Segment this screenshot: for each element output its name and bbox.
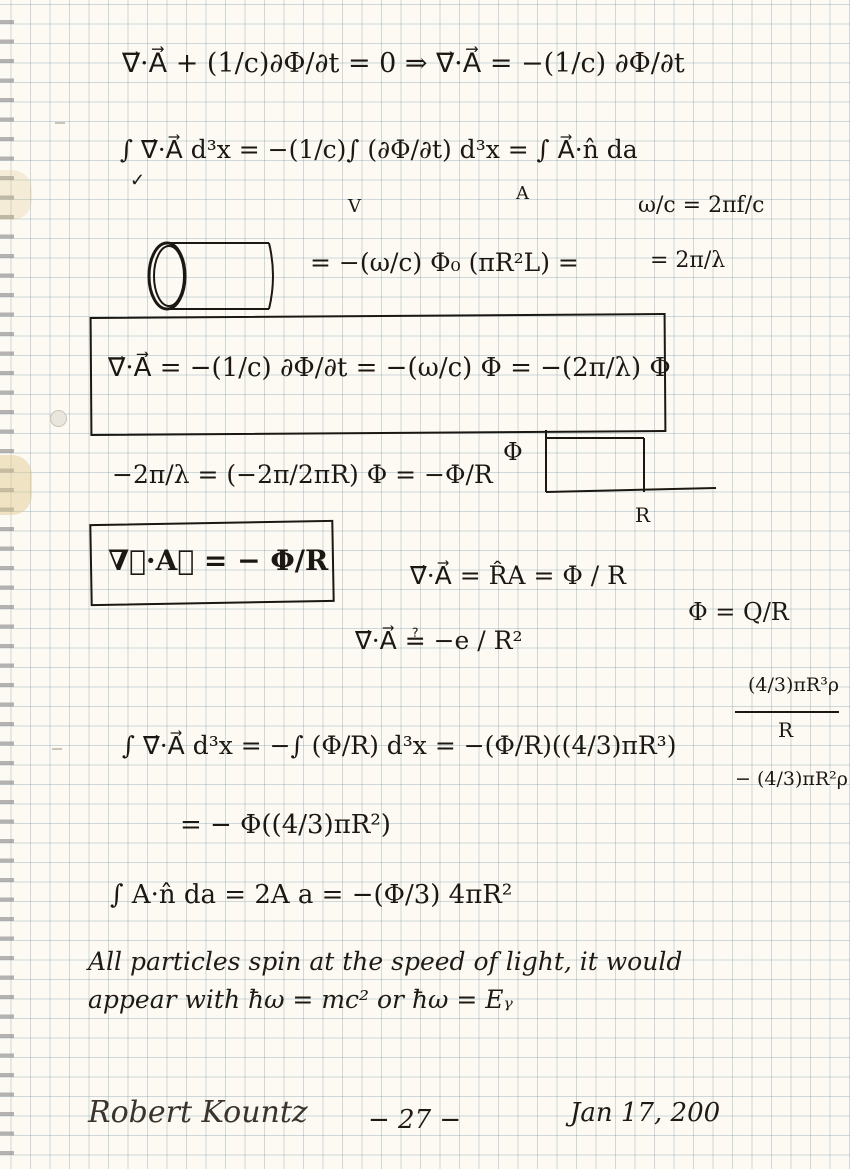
note-text-line-1: All particles spin at the speed of light, it would	[88, 947, 683, 976]
check-mark: ✓	[130, 170, 146, 191]
boxed-equation-2: ∇⃗·A⃗ = − Φ/R	[108, 544, 329, 577]
paper-stain	[0, 170, 32, 220]
page-number: − 27 −	[368, 1105, 462, 1135]
side-note-charge-density-denominator: R	[778, 718, 794, 742]
fraction-bar	[735, 710, 840, 714]
side-note-phi-equals-q-over-r: Φ = Q/R	[688, 598, 789, 626]
equation-lorenz-gauge: ∇⃗·A⃗ + (1/c)∂Φ/∂t = 0 ⇒ ∇⃗·A⃗ = −(1/c) ∂Φ/∂t	[122, 48, 685, 79]
graph-axis-label-r: R	[635, 503, 651, 527]
equation-volume-integral-result: = − Φ((4/3)πR²)	[180, 810, 391, 840]
integral-subscript-v: V	[348, 196, 361, 217]
boxed-equation-1: ∇⃗·A⃗ = −(1/c) ∂Φ/∂t = −(ω/c) Φ = −(2π/λ) Φ	[108, 353, 671, 383]
signature: Robert Kountz	[88, 1095, 308, 1130]
step-graph-sketch	[540, 428, 720, 498]
punch-mark	[52, 738, 62, 750]
equation-volume-integral: ∫ ∇⃗·A⃗ d³x = −∫ (Φ/R) d³x = −(Φ/R)((4/3)πR³)	[122, 731, 677, 760]
equation-surface-integral: ∫ A·n̂ da = 2A a = −(Φ/3) 4πR²	[110, 880, 513, 910]
equation-divergence-over-r: ∇⃗·A⃗ = R̂A = Φ / R	[410, 561, 626, 590]
side-note-result: − (4/3)πR²ρ	[735, 768, 848, 790]
punch-hole	[50, 410, 67, 427]
integral-subscript-a: A	[516, 183, 529, 204]
graph-axis-label-phi: Φ	[503, 438, 523, 466]
paper-stain	[0, 455, 32, 515]
equation-two-pi-over-lambda: −2π/λ = (−2π/2πR) Φ = −Φ/R	[112, 460, 493, 489]
side-note-charge-density-numerator: (4/3)πR³ρ	[748, 674, 839, 696]
side-note-omega-over-c: ω/c = 2πf/c	[638, 193, 765, 218]
equation-divergence-charge: ∇⃗·A⃗ ≟ −e / R²	[355, 626, 523, 655]
cylinder-sketch	[145, 238, 285, 316]
punch-mark	[55, 112, 65, 124]
equation-cylinder-volume: = −(ω/c) Φ₀ (πR²L) =	[310, 248, 579, 277]
equation-divergence-integral: ∫ ∇⃗·A⃗ d³x = −(1/c)∫ (∂Φ/∂t) d³x = ∫ A⃗·n̂ da	[120, 135, 638, 164]
side-note-two-pi-over-lambda: = 2π/λ	[650, 248, 726, 273]
note-text-line-2: appear with ħω = mc² or ħω = Eᵧ	[88, 985, 513, 1014]
date: Jan 17, 200	[570, 1098, 721, 1128]
